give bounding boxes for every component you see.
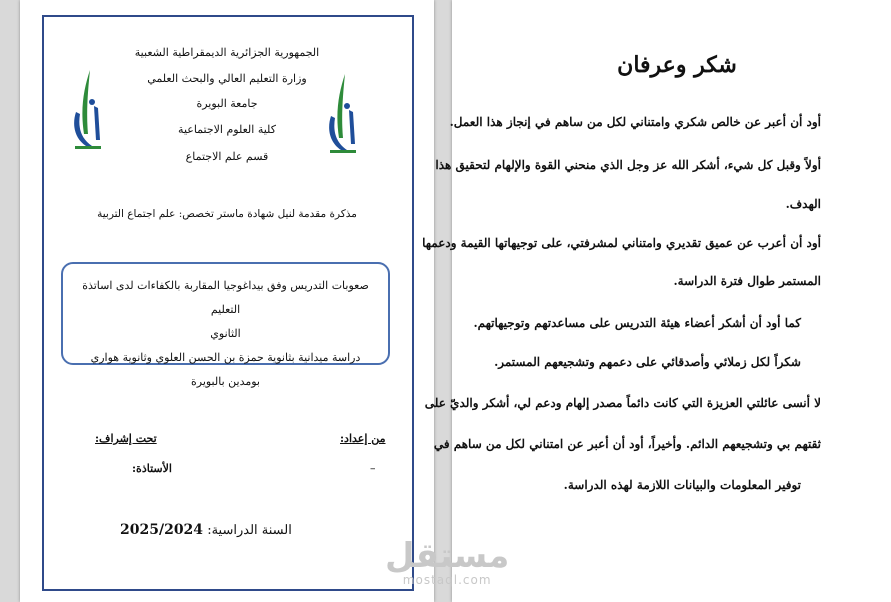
ack-line-2: أولاً وقبل كل شيء، أشكر الله عز وجل الذي منحني القوة والإلهام لتحقيق هذا <box>435 158 821 172</box>
ack-line-8: لا أنسى عائلتي العزيزة التي كانت دائماً مصدر إلهام ودعم لي، أشكر والديّ على <box>424 396 821 410</box>
university-name: جامعة البويرة <box>196 97 258 110</box>
prepared-by-label: من إعداد: <box>340 432 386 445</box>
ack-line-9: ثقتهم بي وتشجيعهم الدائم. وأخيراً، أود أن أعبر عن امتناني لكل من ساهم في <box>433 437 821 451</box>
academic-year-label: السنة الدراسية: <box>207 523 292 538</box>
thesis-subtitle: دراسة ميدانية بثانوية حمزة بن الحسن العلوي وثانوية هواري بومدين بالبويرة <box>90 351 361 388</box>
republic-name: الجمهورية الجزائرية الديمقراطية الشعبية <box>134 46 320 59</box>
faculty-name: كلية العلوم الاجتماعية <box>178 123 276 136</box>
ack-line-3: الهدف. <box>785 197 821 211</box>
ack-line-4: أود أن أعرب عن عميق تقديري وامتناني لمشرفتي، على توجيهاتها القيمة ودعمها <box>422 236 821 250</box>
thesis-title-line2: الثانوي <box>210 327 241 340</box>
ministry-name: وزارة التعليم العالي والبحث العلمي <box>147 72 307 85</box>
acknowledgment-title: شكر وعرفان <box>617 52 737 78</box>
thesis-title-line1: صعوبات التدريس وفق بيداغوجيا المقاربة بالكفاءات لدى اساتذة التعليم <box>82 279 369 316</box>
ack-line-10: توفير المعلومات والبيانات اللازمة لهذه الدراسة. <box>563 478 801 492</box>
ack-line-5: المستمر طوال فترة الدراسة. <box>673 274 821 288</box>
watermark-latin: mostaql.com <box>402 573 492 587</box>
thesis-degree-line: مذكرة مقدمة لنيل شهادة ماستر تخصص: علم اجتماع التربية <box>97 208 357 220</box>
watermark-arabic: مستقل <box>385 536 510 576</box>
ack-line-1: أود أن أعبر عن خالص شكري وامتناني لكل من ساهم في إنجاز هذا العمل. <box>449 115 821 129</box>
cover-page <box>20 0 434 602</box>
ack-line-6: كما أود أن أشكر أعضاء هيئة التدريس على مساعدتهم وتوجيهاتهم. <box>473 316 801 330</box>
supervisor-label: تحت إشراف: <box>95 432 157 445</box>
academic-year <box>120 522 292 538</box>
department-name: قسم علم الاجتماع <box>185 150 269 163</box>
mostaql-watermark <box>385 538 509 586</box>
thesis-title-box <box>61 262 390 388</box>
ack-line-7: شكراً لكل زملائي وأصدقائي على دعمهم وتشجيعهم المستمر. <box>494 355 801 369</box>
professor-label: الأستاذة: <box>132 462 172 475</box>
academic-year-value: 2025/2024 <box>120 522 204 538</box>
student-name-dash: – <box>370 462 376 475</box>
